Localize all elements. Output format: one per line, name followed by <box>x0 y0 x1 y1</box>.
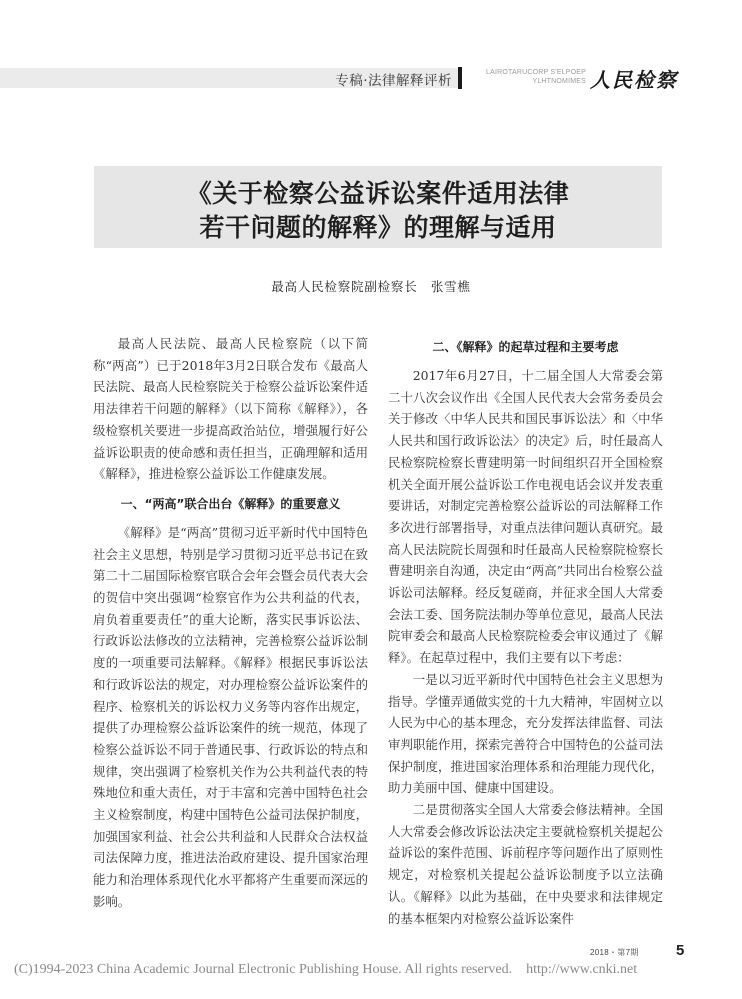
section1-paragraph: 《解释》是“两高”贯彻习近平新时代中国特色社会主义思想，特别是学习贯彻习近平总书记在致第二十二届国际检察官联合会年会暨会员代表大会的贺信中突出强调“检察官作为公共利益的代表，肩负着重要责任”的重大论断，落实民事诉讼法、行政诉讼法修改的立法精神，完善检察公益诉讼制度的一项重要司法解释。《解释》根据民事诉讼法和行政诉讼法的规定，对办理检察公益诉讼案件的程序、检察机关的诉讼权力义务等内容作出规定，提供了办理检察公益诉讼案件的统一规范，体现了检察公益诉讼不同于普通民事、行政诉讼的特点和规律，突出强调了检察机关作为公共利益代表的特殊地位和重大责任，对于丰富和完善中国特色社会主义检察制度，构建中国特色公益司法保护制度，加强国家利益、社会公共利益和人民群众合法权益司法保障力度，推进法治政府建设、提升国家治理能力和治理体系现代化水平都将产生重要而深远的影响。 <box>93 524 368 909</box>
article-title-line1: 《关于检察公益诉讼案件适用法律 <box>186 179 570 208</box>
right-column <box>388 336 663 929</box>
magazine-english-line1: LAIROTARUCORP S'ELPOEP <box>485 69 586 76</box>
section-label: 专稿·法律解释评析 <box>335 73 452 89</box>
article-title-line2: 若干问题的解释》的理解与适用 <box>199 213 557 242</box>
article-title-box <box>94 166 662 248</box>
magazine-english-name <box>478 68 586 86</box>
magazine-logo: 人民检察 <box>590 68 678 92</box>
section2-paragraph2: 一是以习近平新时代中国特色社会主义思想为指导。学懂弄通做实党的十九大精神，牢固树立以人民为中心的基本理念，充分发挥法律监督、司法审判职能作用，探索完善符合中国特色的公益司法保护制度，推进国家治理体系和治理能力现代化，助力美丽中国、健康中国建设。 <box>388 671 663 796</box>
section2-paragraph3: 二是贯彻落实全国人大常委会修法精神。全国人大常委会修改诉讼法决定主要就检察机关提起公益诉讼的案件范围、诉前程序等问题作出了原则性规定，对检察机关提起公益诉讼制度予以立法确认。《解释》以此为基础，在中央要求和法律规定的基本框架内对检察公益诉讼案件 <box>388 802 663 926</box>
section2-paragraph1: 2017年6月27日，十二届全国人大常委会第二十八次会议作出《全国人民代表大会常务委员会关于修改〈中华人民共和国民事诉讼法〉和〈中华人民共和国行政诉讼法〉的决定》后，时任最高人民检察院检察长曹建明第一时间组织召开全国检察机关全面开展公益诉讼工作电视电话会议并发表重要讲话，对制定完善检察公益诉讼的司法解释工作多次进行部署指导，对重点法律问题认真研究。最高人民法院院长周强和时任最高人民检察院检察长曹建明亲自沟通，决定由“两高”共同出台检察公益诉讼司法解释。经反复磋商，并征求全国人大常委会法工委、国务院法制办等单位意见，最高人民法院审委会和最高人民检察院检委会审议通过了《解释》。在起草过程中，我们主要有以下考虑： <box>388 368 663 666</box>
section2-heading: 二、《解释》的起草过程和主要考虑 <box>432 340 619 354</box>
section1-heading: 一、“两高”联合出台《解释》的重要意义 <box>120 496 341 511</box>
issue-label: 2018・第7期 <box>590 948 639 957</box>
header-rule <box>458 67 462 89</box>
left-column <box>93 333 368 913</box>
page-number: 5 <box>676 942 685 959</box>
copyright-notice: (C)1994-2023 China Academic Journal Electronic Publishing House. All rights reserved. http://www.cnki.net <box>14 962 638 977</box>
intro-paragraph: 最高人民法院、最高人民检察院（以下简称“两高”）已于2018年3月2日联合发布《最高人民法院、最高人民检察院关于检察公益诉讼案件适用法律若干问题的解释》（以下简称《解释》），各级检察机关要进一步提高政治站位，增强履行好公益诉讼职责的使命感和责任担当，正确理解和适用《解释》，推进检察公益诉讼工作健康发展。 <box>93 336 368 482</box>
magazine-english-line2: YLHTNOMIMES <box>532 78 586 85</box>
author-byline: 最高人民检察院副检察长 张雪樵 <box>271 279 471 294</box>
